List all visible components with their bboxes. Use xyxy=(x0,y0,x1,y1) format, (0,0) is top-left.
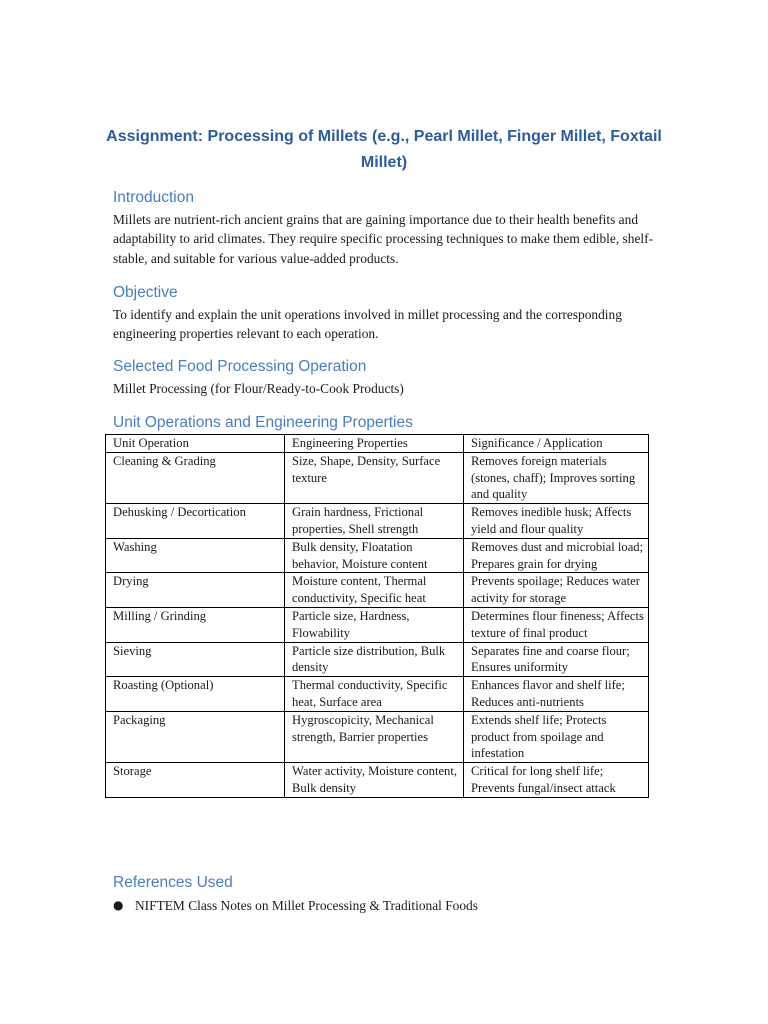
references-list xyxy=(113,896,658,915)
unit-operations-heading: Unit Operations and Engineering Properties xyxy=(113,414,413,431)
table-cell: Removes dust and microbial load; Prepares grain for drying xyxy=(464,538,649,573)
table-header-cell: Significance / Application xyxy=(464,435,649,453)
table-row xyxy=(106,677,649,712)
table-row xyxy=(106,763,649,798)
table-cell: Particle size, Hardness, Flowability xyxy=(285,607,464,642)
table-row xyxy=(106,642,649,677)
table-cell: Bulk density, Floatation behavior, Moisture content xyxy=(285,538,464,573)
table-cell: Milling / Grinding xyxy=(106,607,285,642)
bullet-icon: ● xyxy=(113,898,124,912)
unit-operations-table xyxy=(105,434,649,798)
selected-operation-heading: Selected Food Processing Operation xyxy=(113,358,367,375)
table-cell: Enhances flavor and shelf life; Reduces anti-nutrients xyxy=(464,677,649,712)
table-cell: Size, Shape, Density, Surface texture xyxy=(285,452,464,503)
introduction-heading: Introduction xyxy=(113,189,194,206)
table-row xyxy=(106,452,649,503)
table-cell: Drying xyxy=(106,573,285,608)
table-cell: Prevents spoilage; Reduces water activity for storage xyxy=(464,573,649,608)
table-cell: Packaging xyxy=(106,711,285,762)
table-cell: Storage xyxy=(106,763,285,798)
table-cell: Sieving xyxy=(106,642,285,677)
table-cell: Washing xyxy=(106,538,285,573)
document-title: Assignment: Processing of Millets (e.g., Pearl Millet, Finger Millet, Foxtail Millet) xyxy=(106,128,662,171)
table-cell: Roasting (Optional) xyxy=(106,677,285,712)
references-heading: References Used xyxy=(113,874,233,891)
selected-operation-text: Millet Processing (for Flour/Ready-to-Cook Products) xyxy=(113,381,404,396)
table-row xyxy=(106,538,649,573)
objective-text: To identify and explain the unit operations involved in millet processing and the corresponding engineering properties relevant to each operation. xyxy=(113,307,622,342)
table-header-row xyxy=(106,435,649,453)
objective-heading: Objective xyxy=(113,284,178,301)
table-cell: Cleaning & Grading xyxy=(106,452,285,503)
table-header-cell: Engineering Properties xyxy=(285,435,464,453)
table-cell: Removes foreign materials (stones, chaff); Improves sorting and quality xyxy=(464,452,649,503)
reference-item xyxy=(113,896,658,915)
table-cell: Dehusking / Decortication xyxy=(106,504,285,539)
table-cell: Moisture content, Thermal conductivity, Specific heat xyxy=(285,573,464,608)
introduction-text: Millets are nutrient-rich ancient grains that are gaining importance due to their health benefits and adaptability to arid climates. They require specific processing techniques to make them edible, shelf-stable, and suitable for various value-added products. xyxy=(113,212,654,266)
table-cell: Water activity, Moisture content, Bulk density xyxy=(285,763,464,798)
reference-text: NIFTEM Class Notes on Millet Processing & Traditional Foods xyxy=(135,898,478,913)
table-cell: Determines flour fineness; Affects texture of final product xyxy=(464,607,649,642)
table-cell: Thermal conductivity, Specific heat, Surface area xyxy=(285,677,464,712)
table-cell: Removes inedible husk; Affects yield and flour quality xyxy=(464,504,649,539)
table-cell: Critical for long shelf life; Prevents fungal/insect attack xyxy=(464,763,649,798)
table-cell: Extends shelf life; Protects product from spoilage and infestation xyxy=(464,711,649,762)
table-row xyxy=(106,711,649,762)
table-cell: Hygroscopicity, Mechanical strength, Barrier properties xyxy=(285,711,464,762)
table-row xyxy=(106,504,649,539)
table-cell: Grain hardness, Frictional properties, Shell strength xyxy=(285,504,464,539)
table-cell: Particle size distribution, Bulk density xyxy=(285,642,464,677)
table-header-cell: Unit Operation xyxy=(106,435,285,453)
table-row xyxy=(106,607,649,642)
table-cell: Separates fine and coarse flour; Ensures uniformity xyxy=(464,642,649,677)
table-row xyxy=(106,573,649,608)
